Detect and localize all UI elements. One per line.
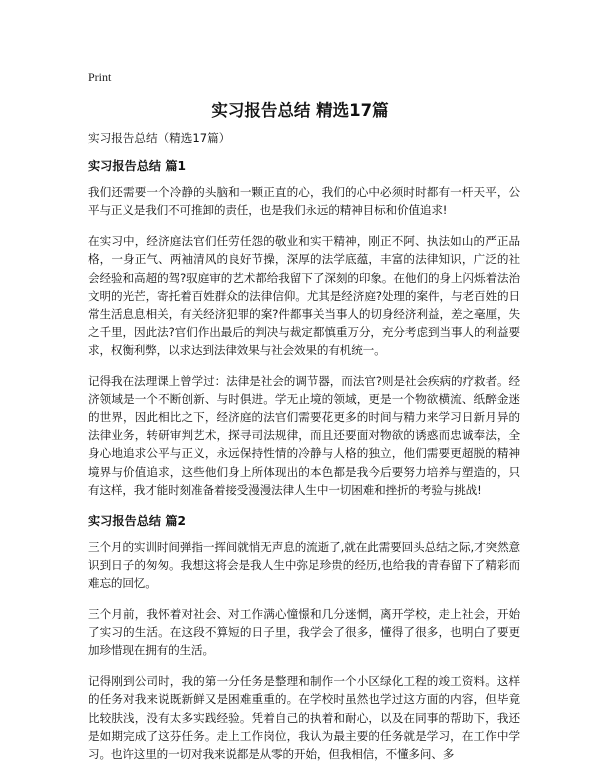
document-subtitle: 实习报告总结（精选17篇） <box>88 131 231 145</box>
section-2 <box>88 512 520 763</box>
section-heading: 实习报告总结 篇2 <box>88 513 187 528</box>
section-1 <box>88 157 520 499</box>
paragraph: 记得我在法理课上曾学过：法律是社会的调节器，而法官?则是社会疾病的疗救者。经济领域是一个不断创新、与时俱进。学无止境的领域，更是一个物欲横流、纸醉金迷的世界，因此相比之下，经济庭的法官们需要花更多的时间与精力来学习日新月异的法律业务，转研审判艺术，探寻司法规律，而且还要面对物欲的诱惑而忠诚奉法，全身心地追求公平与正义，永远保持性情的冷静与人格的独立，他们需要更超脱的精神境界与价值追求，这些他们身上所体现出的本色都是我今后要努力培养与塑造的，只有这样，我才能时刻准备着接受漫漫法律人生中一切困难和挫折的考验与挑战! <box>88 374 520 497</box>
paragraph: 我们还需要一个冷静的头脑和一颗正直的心，我们的心中必须时时都有一杆天平，公平与正义是我们不可推卸的责任，也是我们永远的精神目标和价值追求! <box>88 185 520 218</box>
section-heading: 实习报告总结 篇1 <box>88 159 187 174</box>
print-label: Print <box>88 70 112 84</box>
paragraph: 记得刚到公司时，我的第一分任务是整理和制作一个小区绿化工程的竣工资料。这样的任务对我来说既新鲜又是困难重重的。在学校时虽然也学过这方面的内容，但毕竟比较肤浅，没有太多实践经验。凭着自己的执着和耐心，以及在同事的帮助下，我还是如期完成了这芬任务。走上工作岗位，我认为最主要的任务就是学习，在工作中学习。也许这里的一切对我来说都是从零的开始，但我相信，不懂多问、多 <box>88 674 520 761</box>
paragraph: 三个月前，我怀着对社会、对工作满心憧憬和几分迷惘，离开学校，走上社会，开始了实习的生活。在这段不算短的日子里，我学会了很多，懂得了很多，也明白了要更加珍惜现在拥有的生活。 <box>88 607 520 658</box>
paragraph: 在实习中，经济庭法官们任劳任怨的敬业和实干精神，刚正不阿、执法如山的严正品格，一身正气、两袖清风的良好节操，深厚的法学底蕴，丰富的法律知识，广泛的社会经验和高超的驾?驭庭审的艺术都给我留下了深刻的印象。在他们的身上闪烁着法治文明的光芒，寄托着百姓群众的法律信仰。尤其是经济庭?处理的案件，与老百姓的日常生活息息相关，有关经济犯罪的案?件都事关当事人的切身经济利益，差之毫厘，失之千里，因此法?官们作出最后的判决与裁定都慎重万分，充分考虑到当事人的利益要求，权衡利弊，以求达到法律效果与社会效果的有机统一。 <box>88 234 520 357</box>
page-title: 实习报告总结 精选17篇 <box>211 101 389 120</box>
document-body <box>88 129 520 776</box>
paragraph: 三个月的实训时间弹指一挥间就悄无声息的流逝了,就在此需要回头总结之际,才突然意识到日子的匆匆。我想这将会是我人生中弥足珍贵的经历,也给我的青春留下了精彩而难忘的回忆。 <box>88 539 520 590</box>
